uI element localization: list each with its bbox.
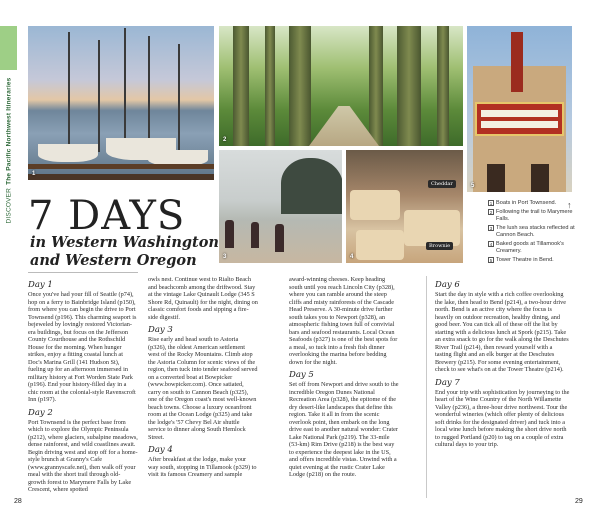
photo-boats-port-townsend xyxy=(28,26,214,180)
caption: 2 Following the trail to Marymere Falls. xyxy=(489,209,573,222)
text-column-3 xyxy=(289,276,399,483)
day-heading: Day 4 xyxy=(148,445,173,455)
page-title: 7 DAYS xyxy=(28,193,186,239)
bakery-sign: Cheddar xyxy=(428,180,456,188)
section-label xyxy=(1,70,16,230)
day-text: After breakfast at the lodge, make your way south, stopping in Tillamook (p329) to visit its famous Creamery and sample xyxy=(148,456,257,478)
photo-number: 1 xyxy=(32,171,36,177)
day-text: Start the day in style with a rich coffee overlooking the lake, then head to Bend (p214), a two-hour drive north. Bend is an active city where the focus is heavily on outdoor recreation, healthy dining, and good beer. You can tick all of these off the list by starting with a delicious lunch at Spork (p215). Take an extra snack to go for the walk along the Deschutes River Trail (p214), then reward yourself with a tasting flight and an elk burger at the Deschutes Brewery (p215). For some evening entertainment, check to see what's on at the Tower Theatre (p214). xyxy=(435,291,569,373)
photo-number: 4 xyxy=(350,254,354,260)
day-heading: Day 6 xyxy=(435,280,460,290)
section-name: DISCOVER xyxy=(5,187,13,223)
day-heading: Day 2 xyxy=(28,407,53,418)
page-subtitle: in Western Washington and Western Oregon xyxy=(30,234,219,269)
caption: 5 Tower Theatre in Bend. xyxy=(489,257,554,263)
day-text: owls nest. Continue west to Rialto Beach and beachcomb among the driftwood. Stay at the vintage Lake Quinault Lodge (345 S Shore Rd, Quinault) for the night, dining on classic comfort foods and sipping a fire-side digestif. xyxy=(148,276,258,321)
divider xyxy=(28,272,138,273)
bakery-sign: Brownie xyxy=(426,242,453,250)
caption: 3 The lush sea stacks reflected at Cannon Beach. xyxy=(489,225,575,238)
caption: 4 Baked goods at Tillamook's Creamery. xyxy=(489,241,564,254)
photo-number: 5 xyxy=(471,183,475,189)
day-text: Port Townsend is the perfect base from which to explore the Olympic Peninsula (p212), where glaciers, subalpine meadows, dense rainforest, and wild coastlines await. Begin driving west and stop off for a home-style brunch at Granny's Cafe (www.grannyscafe.net), then walk off your meal with the short trail through old-growth forest to Marymere Falls by Lake Crescent, where spotted xyxy=(28,418,138,493)
text-column-4 xyxy=(435,280,570,453)
photo-baked-goods xyxy=(346,150,463,263)
text-column-1 xyxy=(28,280,138,498)
day-text: Rise early and head south to Astoria (p326), the oldest American settlement west of the Rocky Mountains. Climb atop the Astoria Column for scenic views of the region, then tuck into tender seafood served on a converted boat at Bowpicker (www.bowpicker.com). Once satiated, carry on south to Cannon Beach (p325), one of the Oregon coast's most well-known beach towns. Choose a luxury oceanfront room at the Ocean Lodge (p325) and take the lodge's '57 Chevy Bel Air shuttle service to dinner along South Hemlock Street. xyxy=(148,336,258,441)
column-divider xyxy=(426,276,427,498)
day-text: award-winning cheeses. Keep heading south until you reach Lincoln City (p328), where you can ramble around the steep cliffs and misty rainforests of the Cascade Head Preserve. A 30-minute drive further south takes you to Newport (p328), an atmospheric fishing town full of convivial bars and seafood restaurants. Local Ocean Seafoods (p327) is one of the best spots for a meal, so tuck into a fresh fish dinner overlooking the marina before bedding down for the night. xyxy=(289,276,398,366)
section-tab-marker xyxy=(0,26,17,70)
day-heading: Day 5 xyxy=(289,370,314,380)
day-text: Set off from Newport and drive south to the incredible Oregon Dunes National Recreation Area (p328), the epitome of the dry desert-like landscapes that define this region. Take it all in from the scenic overlook point, then embark on the long drive east to another natural wonder: Crater Lake National Park (p219). The 33-mile (53-km) Rim Drive (p218) is the best way to experience the deepest lake in the US, and offers incredible vistas. Unwind with a quiet evening at the rustic Crater Lake Lodge (p218) on the route. xyxy=(289,381,399,478)
page-number-left: 28 xyxy=(14,498,22,505)
day-heading: Day 3 xyxy=(148,325,173,335)
photo-number: 2 xyxy=(223,137,227,143)
photo-cannon-beach xyxy=(219,150,342,263)
day-heading: Day 1 xyxy=(28,280,53,290)
photo-captions xyxy=(488,200,578,266)
text-column-2 xyxy=(148,276,258,483)
caption: 1 Boats in Port Townsend. xyxy=(489,200,557,206)
subsection-name: The Pacific Northwest Itineraries xyxy=(5,77,13,185)
arrow-up-icon: ↑ xyxy=(567,200,572,210)
day-heading: Day 7 xyxy=(435,377,460,388)
page-number-right: 29 xyxy=(575,498,583,505)
photo-number: 3 xyxy=(223,254,227,260)
day-text: Once you've had your fill of Seattle (p74), hop on a ferry to Bainbridge Island (p150), from where you can begin the drive to Port Townsend (p196). This charming seaport is bejeweled by lovingly restored Victorian-era buildings, but focus on the Jefferson County Courthouse and the Rothschild House for the morning. When hunger strikes, enjoy a fitting coastal lunch at Doc's Marina Grill (141 Hudson St), fueling up for an afternoon immersed in military history at Fort Worden State Park (p196). End your history-filled day in a chic room at the colonial-style Ravenscroft Inn (p197). xyxy=(28,291,137,403)
photo-forest-trail xyxy=(219,26,463,146)
day-text: End your trip with sophistication by journeying to the heart of the Wine Country of the North Willamette Valley (p236), a three-hour drive northwest. Tour the wonderful wineries (which offer plenty of delicious soft drinks for the designated driver) and tuck into a local wine lunch before making the short drive north to rugged Portland (p20) to tag on a couple of extra cultural days to your trip. xyxy=(435,388,570,448)
photo-tower-theatre xyxy=(467,26,572,192)
